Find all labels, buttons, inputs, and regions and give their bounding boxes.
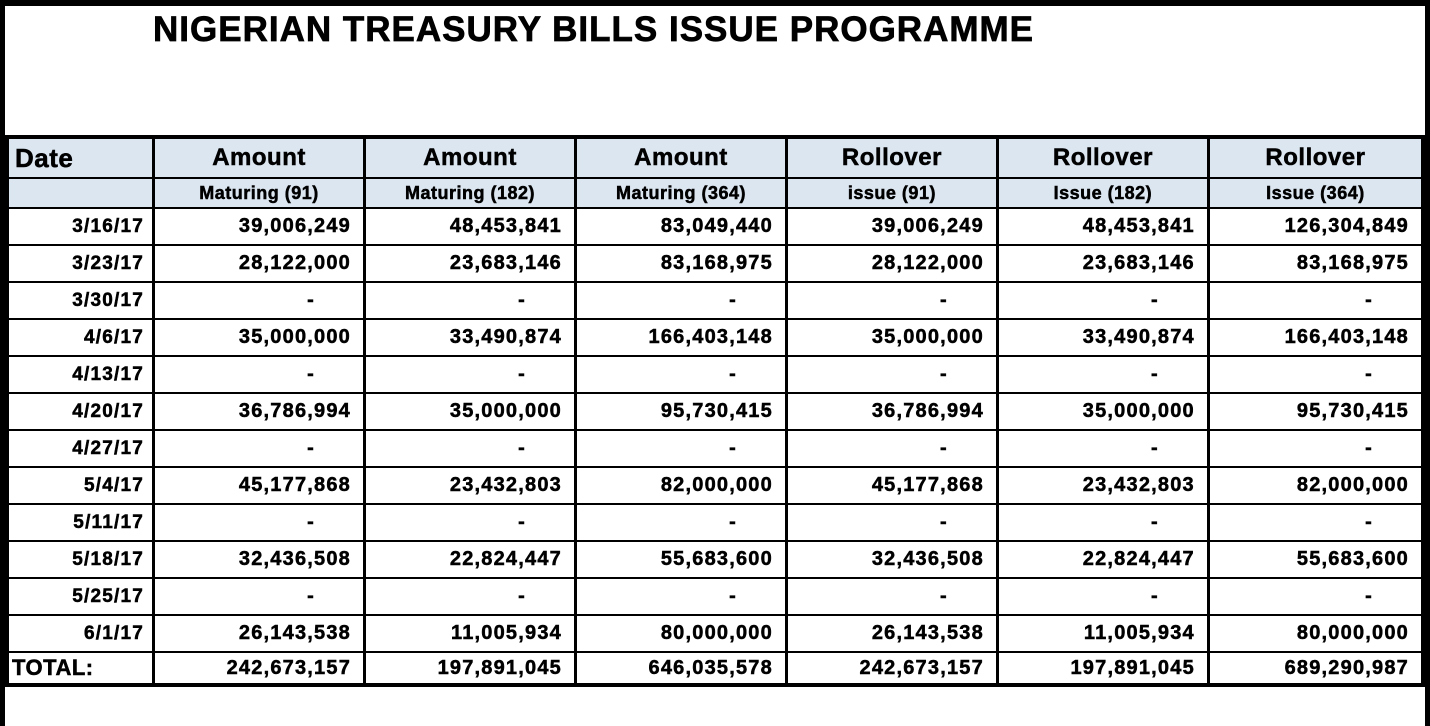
amount-cell: 35,000,000 [786, 319, 997, 356]
amount-cell: 48,453,841 [997, 208, 1208, 245]
empty-amount-cell: - [575, 356, 786, 393]
empty-amount-cell: - [154, 504, 365, 541]
total-row [7, 652, 1423, 685]
header-issue-364: Issue (364) [1208, 178, 1423, 208]
table-row [7, 356, 1423, 393]
date-cell: 4/27/17 [7, 430, 154, 467]
amount-cell: 39,006,249 [786, 208, 997, 245]
header-date-sub [7, 178, 154, 208]
total-label: TOTAL: [7, 652, 154, 685]
amount-cell: 11,005,934 [997, 615, 1208, 652]
amount-cell: 95,730,415 [575, 393, 786, 430]
empty-amount-cell: - [786, 430, 997, 467]
amount-cell: 35,000,000 [365, 393, 576, 430]
amount-cell: 45,177,868 [786, 467, 997, 504]
total-issue-182: 197,891,045 [997, 652, 1208, 685]
amount-cell: 166,403,148 [575, 319, 786, 356]
table-row [7, 541, 1423, 578]
amount-cell: 32,436,508 [786, 541, 997, 578]
date-cell: 5/4/17 [7, 467, 154, 504]
amount-cell: 83,168,975 [1208, 245, 1423, 282]
amount-cell: 26,143,538 [154, 615, 365, 652]
date-cell: 3/16/17 [7, 208, 154, 245]
amount-cell: 11,005,934 [365, 615, 576, 652]
amount-cell: 95,730,415 [1208, 393, 1423, 430]
table-row [7, 319, 1423, 356]
total-issue-91: 242,673,157 [786, 652, 997, 685]
amount-cell: 28,122,000 [786, 245, 997, 282]
empty-amount-cell: - [575, 578, 786, 615]
empty-amount-cell: - [1208, 282, 1423, 319]
total-issue-364: 689,290,987 [1208, 652, 1423, 685]
amount-cell: 22,824,447 [365, 541, 576, 578]
empty-amount-cell: - [997, 578, 1208, 615]
empty-amount-cell: - [154, 356, 365, 393]
amount-cell: 126,304,849 [1208, 208, 1423, 245]
empty-amount-cell: - [997, 504, 1208, 541]
empty-amount-cell: - [154, 282, 365, 319]
table-row [7, 208, 1423, 245]
amount-cell: 36,786,994 [786, 393, 997, 430]
amount-cell: 82,000,000 [1208, 467, 1423, 504]
amount-cell: 35,000,000 [997, 393, 1208, 430]
page-title: NIGERIAN TREASURY BILLS ISSUE PROGRAMME [153, 10, 1035, 49]
header-amount-col2: Amount [365, 137, 576, 178]
header-maturing-91: Maturing (91) [154, 178, 365, 208]
table-row [7, 430, 1423, 467]
table-footer [7, 652, 1423, 685]
table-row [7, 578, 1423, 615]
total-maturing-182: 197,891,045 [365, 652, 576, 685]
date-cell: 4/13/17 [7, 356, 154, 393]
empty-amount-cell: - [997, 282, 1208, 319]
empty-amount-cell: - [1208, 578, 1423, 615]
amount-cell: 80,000,000 [575, 615, 786, 652]
date-cell: 5/25/17 [7, 578, 154, 615]
amount-cell: 33,490,874 [997, 319, 1208, 356]
total-maturing-364: 646,035,578 [575, 652, 786, 685]
amount-cell: 36,786,994 [154, 393, 365, 430]
date-cell: 3/23/17 [7, 245, 154, 282]
empty-amount-cell: - [154, 578, 365, 615]
empty-amount-cell: - [575, 504, 786, 541]
date-cell: 4/20/17 [7, 393, 154, 430]
header-maturing-182: Maturing (182) [365, 178, 576, 208]
empty-amount-cell: - [786, 578, 997, 615]
empty-amount-cell: - [575, 282, 786, 319]
table-row [7, 245, 1423, 282]
date-cell: 4/6/17 [7, 319, 154, 356]
amount-cell: 23,432,803 [365, 467, 576, 504]
empty-amount-cell: - [154, 430, 365, 467]
header-rollover-col1: Rollover [786, 137, 997, 178]
empty-amount-cell: - [997, 356, 1208, 393]
amount-cell: 166,403,148 [1208, 319, 1423, 356]
amount-cell: 82,000,000 [575, 467, 786, 504]
amount-cell: 23,683,146 [365, 245, 576, 282]
amount-cell: 23,683,146 [997, 245, 1208, 282]
amount-cell: 23,432,803 [997, 467, 1208, 504]
amount-cell: 28,122,000 [154, 245, 365, 282]
empty-amount-cell: - [1208, 504, 1423, 541]
table-header [7, 137, 1423, 208]
empty-amount-cell: - [786, 504, 997, 541]
empty-amount-cell: - [365, 356, 576, 393]
amount-cell: 55,683,600 [1208, 541, 1423, 578]
amount-cell: 32,436,508 [154, 541, 365, 578]
header-maturing-364: Maturing (364) [575, 178, 786, 208]
amount-cell: 55,683,600 [575, 541, 786, 578]
empty-amount-cell: - [575, 430, 786, 467]
header-amount-col3: Amount [575, 137, 786, 178]
header-issue-91: issue (91) [786, 178, 997, 208]
amount-cell: 83,168,975 [575, 245, 786, 282]
empty-amount-cell: - [365, 578, 576, 615]
empty-amount-cell: - [1208, 430, 1423, 467]
title-area [5, 6, 1425, 135]
empty-amount-cell: - [1208, 356, 1423, 393]
amount-cell: 26,143,538 [786, 615, 997, 652]
amount-cell: 22,824,447 [997, 541, 1208, 578]
header-issue-182: Issue (182) [997, 178, 1208, 208]
date-cell: 6/1/17 [7, 615, 154, 652]
empty-amount-cell: - [786, 356, 997, 393]
date-cell: 5/11/17 [7, 504, 154, 541]
table-row [7, 393, 1423, 430]
table-body [7, 208, 1423, 652]
empty-amount-cell: - [365, 430, 576, 467]
header-row-tenors [7, 178, 1423, 208]
header-rollover-col2: Rollover [997, 137, 1208, 178]
empty-amount-cell: - [786, 282, 997, 319]
header-row-groups [7, 137, 1423, 178]
date-cell: 5/18/17 [7, 541, 154, 578]
amount-cell: 48,453,841 [365, 208, 576, 245]
empty-amount-cell: - [365, 282, 576, 319]
table-row [7, 504, 1423, 541]
amount-cell: 39,006,249 [154, 208, 365, 245]
table-row [7, 282, 1423, 319]
amount-cell: 83,049,440 [575, 208, 786, 245]
header-amount-col1: Amount [154, 137, 365, 178]
empty-amount-cell: - [365, 504, 576, 541]
table-row [7, 467, 1423, 504]
date-cell: 3/30/17 [7, 282, 154, 319]
header-rollover-col3: Rollover [1208, 137, 1423, 178]
treasury-bills-table [5, 135, 1425, 687]
header-date: Date [7, 137, 154, 178]
amount-cell: 80,000,000 [1208, 615, 1423, 652]
amount-cell: 45,177,868 [154, 467, 365, 504]
amount-cell: 35,000,000 [154, 319, 365, 356]
empty-amount-cell: - [997, 430, 1208, 467]
amount-cell: 33,490,874 [365, 319, 576, 356]
total-maturing-91: 242,673,157 [154, 652, 365, 685]
table-row [7, 615, 1423, 652]
